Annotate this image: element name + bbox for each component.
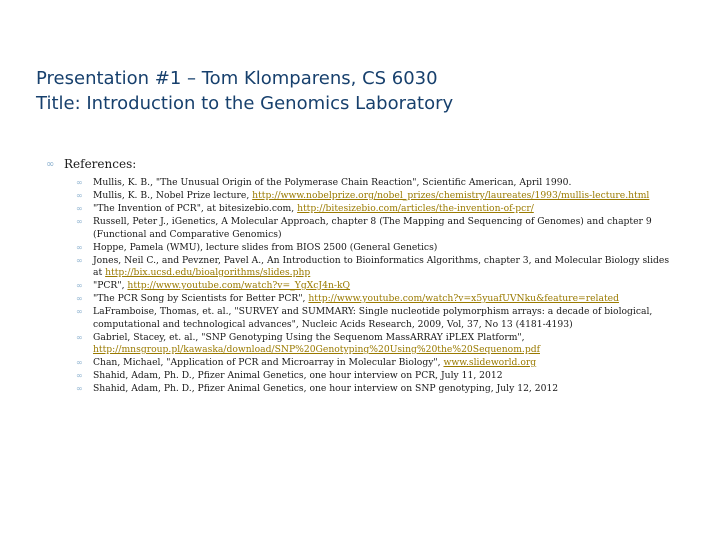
reference-text: LaFramboise, Thomas, et. al., "SURVEY and SUMMARY: Single nucleotide polymorphism arrays: a decade of biological, computational and technological advances", Nucleic Acids Research, 2009, Vol, 37, No 13 (4181-4193) (93, 306, 653, 330)
reference-text: "PCR", (93, 280, 128, 291)
slide-title (36, 66, 453, 116)
references-list (76, 177, 676, 396)
reference-link[interactable]: http://www.nobelprize.org/nobel_prizes/chemistry/laureates/1993/mullis-lecture.html (252, 190, 650, 201)
reference-item (76, 255, 676, 280)
reference-item (76, 203, 676, 216)
infinity-bullet-icon: ∞ (76, 217, 83, 226)
reference-text: Shahid, Adam, Ph. D., Pfizer Animal Genetics, one hour interview on PCR, July 11, 2012 (93, 370, 503, 381)
reference-item (76, 370, 676, 383)
infinity-bullet-icon: ∞ (76, 307, 83, 316)
reference-link[interactable]: http://bitesizebio.com/articles/the-invention-of-pcr/ (297, 203, 534, 214)
reference-text: Shahid, Adam, Ph. D., Pfizer Animal Genetics, one hour interview on SNP genotyping, July 12, 2012 (93, 383, 559, 394)
reference-item (76, 177, 676, 190)
title-line-1: Presentation #1 – Tom Klomparens, CS 6030 (36, 68, 438, 89)
reference-text: Chan, Michael, "Application of PCR and Microarray in Molecular Biology", (93, 357, 444, 368)
reference-text: "The PCR Song by Scientists for Better PCR", (93, 293, 309, 304)
reference-text: Russell, Peter J., iGenetics, A Molecular Approach, chapter 8 (The Mapping and Sequencing of Genomes) and chapter 9 (Functional and Comparative Genomics) (93, 216, 652, 240)
infinity-bullet-icon: ∞ (76, 358, 83, 367)
reference-item (76, 242, 676, 255)
infinity-bullet-icon: ∞ (76, 204, 83, 213)
reference-item (76, 383, 676, 396)
reference-link[interactable]: http://www.youtube.com/watch?v=_YgXcJ4n-kQ (127, 280, 351, 291)
reference-item (76, 190, 676, 203)
reference-text: "The Invention of PCR", at bitesizebio.com, (93, 203, 298, 214)
infinity-bullet-icon: ∞ (46, 158, 55, 170)
infinity-bullet-icon: ∞ (76, 371, 83, 380)
title-line-2: Title: Introduction to the Genomics Laboratory (36, 93, 454, 114)
reference-link[interactable]: www.slideworld.org (443, 357, 537, 368)
references-heading-row (46, 157, 136, 171)
reference-link[interactable]: http://bix.ucsd.edu/bioalgorithms/slides.php (105, 267, 311, 278)
reference-link[interactable]: http://mnsgroup.pl/kawaska/download/SNP%20Genotyping%20Using%20the%20Sequenom.pdf (93, 344, 540, 355)
reference-link[interactable]: http://www.youtube.com/watch?v=x5yuafUVNku&feature=related (308, 293, 619, 304)
reference-text: Gabriel, Stacey, et. al., "SNP Genotyping Using the Sequenom MassARRAY iPLEX Platform", (93, 331, 525, 343)
infinity-bullet-icon: ∞ (76, 294, 83, 303)
reference-text: Mullis, K. B., "The Unusual Origin of the Polymerase Chain Reaction", Scientific American, April 1990. (93, 177, 572, 188)
infinity-bullet-icon: ∞ (76, 191, 83, 200)
infinity-bullet-icon: ∞ (76, 332, 83, 342)
reference-text: Jones, Neil C., and Pevzner, Pavel A., An Introduction to Bioinformatics Algorithms, chapter 3, and Molecular Biology slides at (93, 254, 670, 278)
infinity-bullet-icon: ∞ (76, 384, 83, 393)
reference-item (76, 216, 676, 241)
reference-item (76, 357, 676, 370)
reference-item (76, 306, 676, 331)
reference-item (76, 280, 676, 293)
references-heading: References: (64, 157, 137, 171)
reference-item (76, 332, 676, 357)
reference-item (76, 293, 676, 306)
infinity-bullet-icon: ∞ (76, 178, 83, 187)
infinity-bullet-icon: ∞ (76, 255, 83, 265)
reference-text: Mullis, K. B., Nobel Prize lecture, (93, 190, 253, 201)
reference-text: Hoppe, Pamela (WMU), lecture slides from BIOS 2500 (General Genetics) (93, 241, 438, 253)
infinity-bullet-icon: ∞ (76, 281, 83, 290)
infinity-bullet-icon: ∞ (76, 242, 83, 252)
